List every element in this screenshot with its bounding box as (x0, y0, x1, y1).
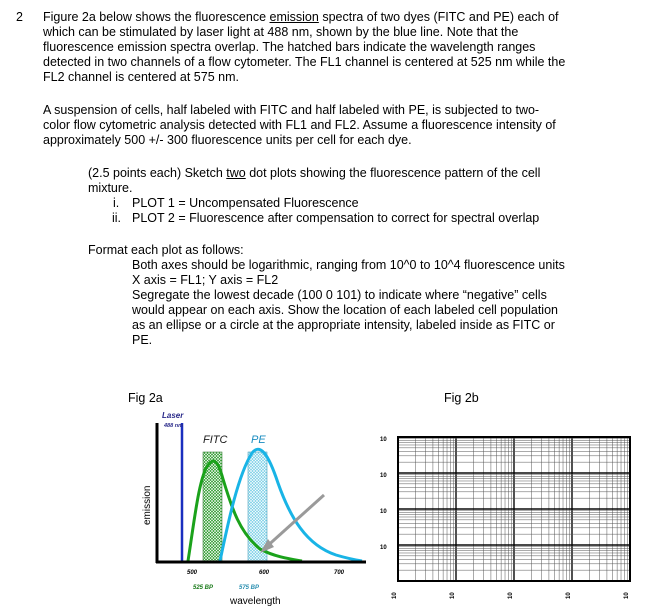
intro-line-1 (43, 10, 559, 25)
fig2b-xtick-label: 10 (508, 592, 514, 599)
intro-line-2: which can be stimulated by laser light at 488 nm, shown by the blue line. Note that the (43, 25, 519, 39)
fig2b-ytick-label: 10 (380, 509, 387, 515)
fig2b-xtick-label: 10 (566, 592, 572, 599)
intro-line-1-a: Figure 2a below shows the fluorescence (43, 10, 270, 24)
fig2a-spectrum (110, 405, 370, 610)
fig2b-log-grid (370, 425, 640, 611)
fig2b-ytick-label: 10 (380, 473, 387, 479)
fig2b-xtick-label: 10 (392, 592, 398, 599)
intro-line-3: fluorescence emission spectra overlap. The hatched bars indicate the wavelength ranges (43, 40, 536, 54)
fig2b-ytick-label: 10 (380, 545, 387, 551)
laser-nm-label: 488 nm (164, 423, 183, 429)
tick-500: 500 (187, 570, 198, 576)
fitc-label: FITC (203, 434, 228, 446)
suspension-line-1: A suspension of cells, half labeled with FITC and half labeled with PE, is subjected to two- (43, 103, 540, 117)
task-item-2-text: PLOT 2 = Fluorescence after compensation to correct for spectral overlap (132, 211, 540, 225)
task-line-1 (88, 166, 540, 181)
tick-600: 600 (259, 570, 270, 576)
format-line-3: Segregate the lowest decade (100 0 101) to indicate where “negative” cells (132, 288, 547, 302)
fig2a-label: Fig 2a (128, 391, 163, 405)
format-line-1: Both axes should be logarithmic, ranging from 10^0 to 10^4 fluorescence units (132, 258, 565, 272)
task-item-2-num: ii. (112, 211, 122, 225)
bp-525: 525 BP (193, 585, 214, 591)
laser-label: Laser (162, 411, 184, 420)
fig2a-ylabel: emission (142, 485, 153, 525)
fig2a-xlabel: wavelength (230, 596, 281, 607)
format-heading: Format each plot as follows: (88, 243, 244, 257)
question-number: 2 (16, 10, 23, 24)
intro-line-5: FL2 channel is centered at 575 nm. (43, 70, 239, 84)
task-line-1-b: dot plots showing the fluorescence pattern of the cell (245, 166, 541, 180)
fl2-bandpass-bar (248, 452, 267, 561)
fig2b-ytick-label: 10 (380, 437, 387, 443)
bp-575: 575 BP (239, 585, 260, 591)
suspension-line-2: color flow cytometric analysis detected with FL1 and FL2. Assume a fluorescence intensity of (43, 118, 556, 132)
suspension-line-3: approximately 500 +/- 300 fluorescence units per cell for each dye. (43, 133, 412, 147)
pe-curve (220, 449, 362, 561)
task-line-1-a: (2.5 points each) Sketch (88, 166, 227, 180)
task-item-1-text: PLOT 1 = Uncompensated Fluorescence (132, 196, 359, 210)
intro-underlined-emission: emission (269, 10, 319, 24)
pe-label: PE (251, 434, 266, 446)
format-line-5: as an ellipse or a circle at the appropriate intensity, labeled inside as FITC or (132, 318, 555, 332)
format-line-6: PE. (132, 333, 153, 347)
fig2b-xtick-label: 10 (450, 592, 456, 599)
task-item-1-num: i. (113, 196, 120, 210)
intro-line-1-b: spectra of two dyes (FITC and PE) each of (318, 10, 559, 24)
format-line-4: would appear on each axis. Show the location of each labeled cell population (132, 303, 558, 317)
task-line-2: mixture. (88, 181, 133, 195)
intro-line-4: detected in two channels of a flow cytometer. The FL1 channel is centered at 525 nm while the (43, 55, 566, 69)
tick-700: 700 (334, 570, 345, 576)
task-underlined-two: two (226, 166, 246, 180)
fig2b-label: Fig 2b (444, 391, 479, 405)
overlap-arrow (264, 495, 324, 549)
format-line-2: X axis = FL1; Y axis = FL2 (132, 273, 279, 287)
fig2b-xtick-label: 10 (624, 592, 630, 599)
